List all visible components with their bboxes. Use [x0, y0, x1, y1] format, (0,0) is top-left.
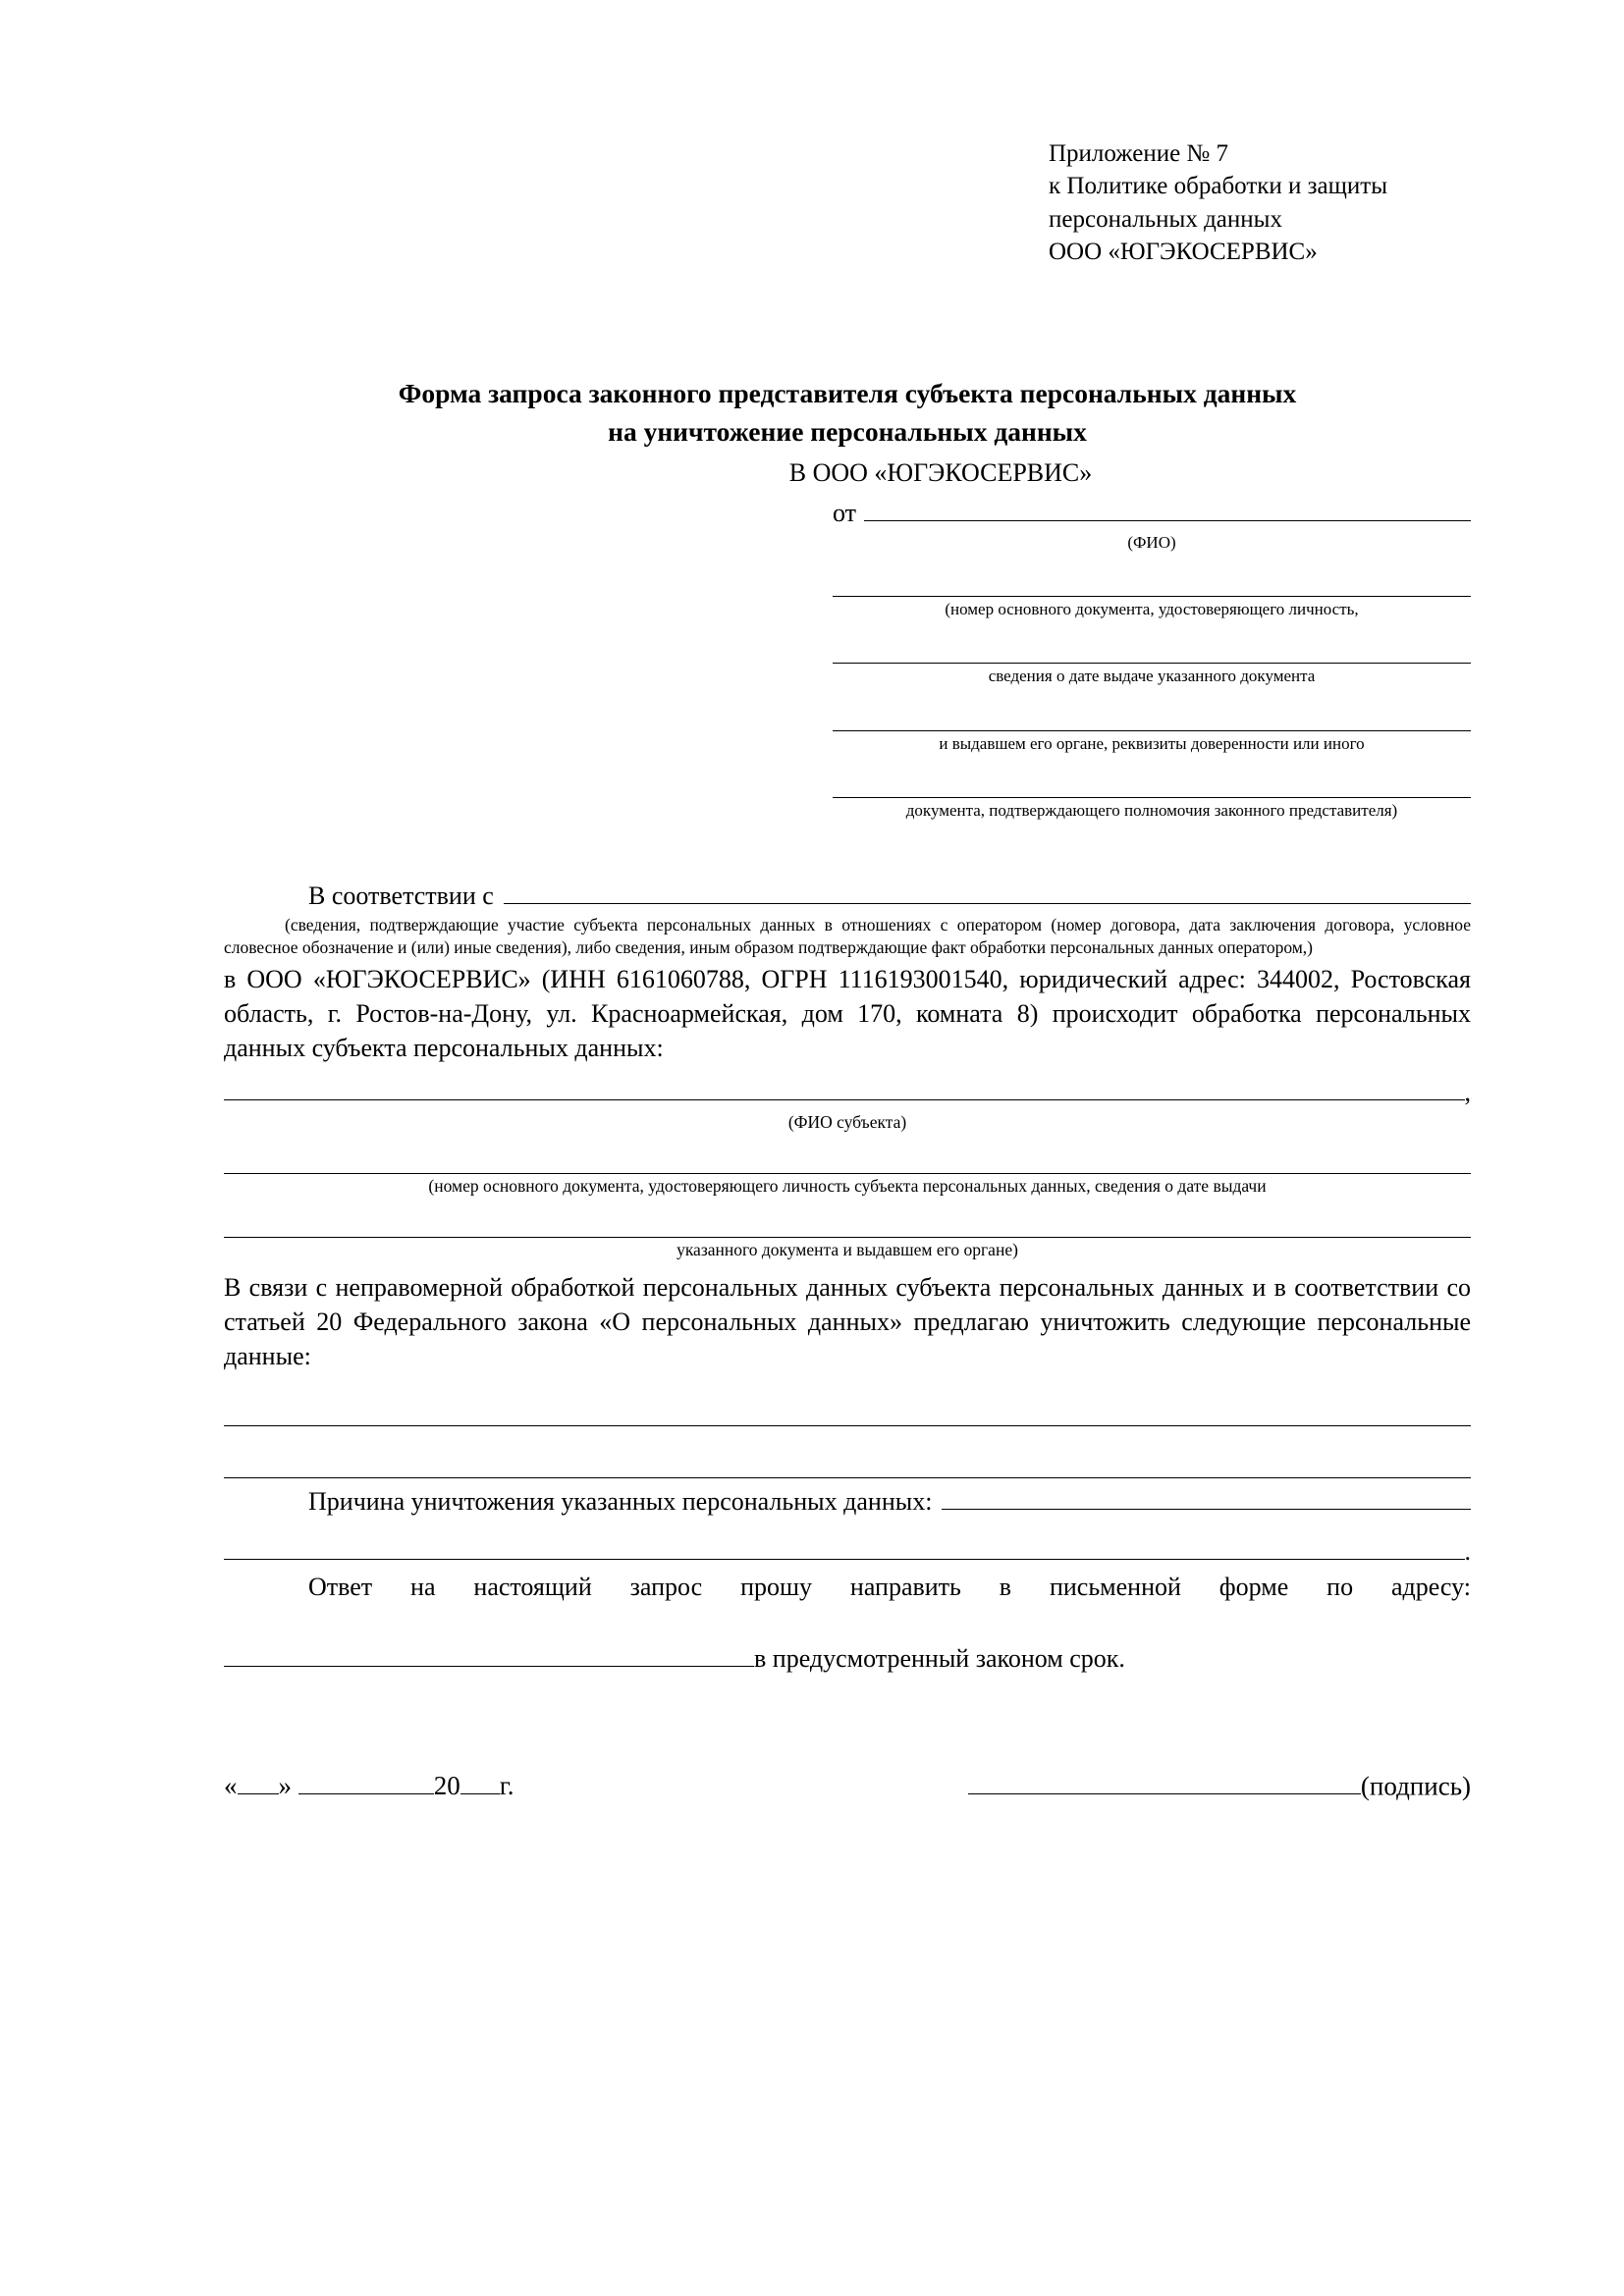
in-accordance-note [224, 914, 1471, 960]
doc-caption-2: сведения о дате выдаче указанного документа [988, 667, 1316, 686]
org-paragraph: в ООО «ЮГЭКОСЕРВИС» (ИНН 6161060788, ОГРН 1116193001540, юридический адрес: 344002, Ростовская область, г. Ростов-на-Дону, ул. Красноармейская, дом 170, комната 8) происходит обработка персональных данных субъекта персональных данных: [224, 965, 1471, 1063]
doc-caption-4: документа, подтверждающего полномочия законного представителя) [905, 800, 1398, 820]
date-month-input[interactable] [298, 1767, 434, 1794]
document-content [224, 137, 1471, 1804]
appendix-header [1049, 137, 1471, 268]
subject-doc-input-2[interactable] [224, 1211, 1471, 1239]
reason-input-2[interactable] [224, 1532, 1465, 1560]
subject-doc-caption-1: (номер основного документа, удостоверяющего личность субъекта персональных данных, сведения о дате выдачи [428, 1175, 1267, 1196]
signature-input[interactable] [968, 1767, 1361, 1795]
appendix-policy-line-2: персональных данных [1049, 205, 1282, 233]
date-day-input[interactable] [238, 1767, 279, 1794]
answer-row [224, 1571, 1471, 1638]
appendix-company: ООО «ЮГЭКОСЕРВИС» [1049, 238, 1318, 265]
appendix-number: Приложение № 7 [1049, 140, 1229, 167]
subject-fio-comma: , [1464, 1078, 1471, 1107]
doc-field-2 [833, 637, 1471, 686]
doc-field-1 [833, 570, 1471, 619]
from-row [833, 494, 1471, 530]
page-title-line-1: Форма запроса законного представителя субъекта персональных данных [398, 378, 1297, 408]
date-field[interactable] [224, 1767, 514, 1804]
data-to-destroy-input-1[interactable] [224, 1399, 1471, 1426]
date-quote-close: » [278, 1771, 292, 1801]
doc-caption-3: и выдавшем его органе, реквизиты доверенности или иного [939, 733, 1365, 753]
signature-row [224, 1767, 1471, 1804]
page-title [224, 374, 1471, 451]
subject-fio-caption: (ФИО субъекта) [787, 1111, 907, 1132]
fio-caption: (ФИО) [1127, 532, 1176, 552]
doc-input-3[interactable] [833, 705, 1471, 731]
addressee-block [224, 456, 1471, 821]
subject-doc-caption-2: указанного документа и выдавшем его органе) [677, 1240, 1018, 1260]
in-accordance-label: В соответствии с [308, 881, 494, 910]
date-year-label: 20 [433, 1771, 460, 1801]
doc-field-4 [833, 772, 1471, 821]
answer-tail-text: в предусмотренный законом срок. [754, 1644, 1125, 1674]
date-year-input[interactable] [460, 1767, 500, 1794]
request-paragraph: В связи с неправомерной обработкой персональных данных субъекта персональных данных и в соответствии со статьей 20 Федерального закона «О персональных данных» предлагаю уничтожить следующие персональные данные: [224, 1272, 1471, 1370]
subject-doc-input-1[interactable] [224, 1147, 1471, 1174]
in-accordance-note-text: (сведения, подтверждающие участие субъекта персональных данных в отношениях с оператором (номер договора, дата заключения договора, условное словесное обозначение и (или) иные сведения), либо сведения, иным образом подтверждающие факт обработки персональных данных оператором,) [224, 914, 1471, 958]
doc-input-1[interactable] [833, 570, 1471, 597]
doc-input-4[interactable] [833, 772, 1471, 798]
reason-input-1[interactable] [942, 1482, 1471, 1510]
doc-caption-1: (номер основного документа, удостоверяющего личность, [945, 600, 1359, 619]
reason-row [224, 1482, 1471, 1519]
data-to-destroy-input-2[interactable] [224, 1452, 1471, 1479]
in-accordance-row [224, 876, 1471, 913]
from-label: от [833, 499, 857, 528]
reason-label: Причина уничтожения указанных персональных данных: [308, 1487, 933, 1516]
page-title-line-2: на уничтожение персональных данных [608, 416, 1087, 448]
doc-input-2[interactable] [833, 637, 1471, 664]
subject-fio-input[interactable] [224, 1074, 1465, 1101]
date-suffix: г. [499, 1771, 514, 1801]
from-fio-input[interactable] [864, 494, 1471, 521]
reason-period: . [1464, 1536, 1471, 1566]
appendix-policy-line-1: к Политике обработки и защиты [1049, 173, 1388, 200]
answer-address-input[interactable] [224, 1640, 754, 1668]
answer-text: Ответ на настоящий запрос прошу направить в письменной форме по адресу: [308, 1573, 1471, 1602]
signature-field [968, 1767, 1471, 1804]
body-section [224, 876, 1471, 1804]
doc-field-3 [833, 705, 1471, 754]
signature-label: (подпись) [1360, 1771, 1471, 1801]
answer-address-row [224, 1640, 1471, 1677]
date-quote-open: « [224, 1771, 238, 1801]
subject-fio-row [224, 1074, 1471, 1110]
reason-row-2 [224, 1532, 1471, 1569]
addressee-company: В ООО «ЮГЭКОСЕРВИС» [788, 458, 1093, 488]
in-accordance-input[interactable] [504, 876, 1471, 903]
